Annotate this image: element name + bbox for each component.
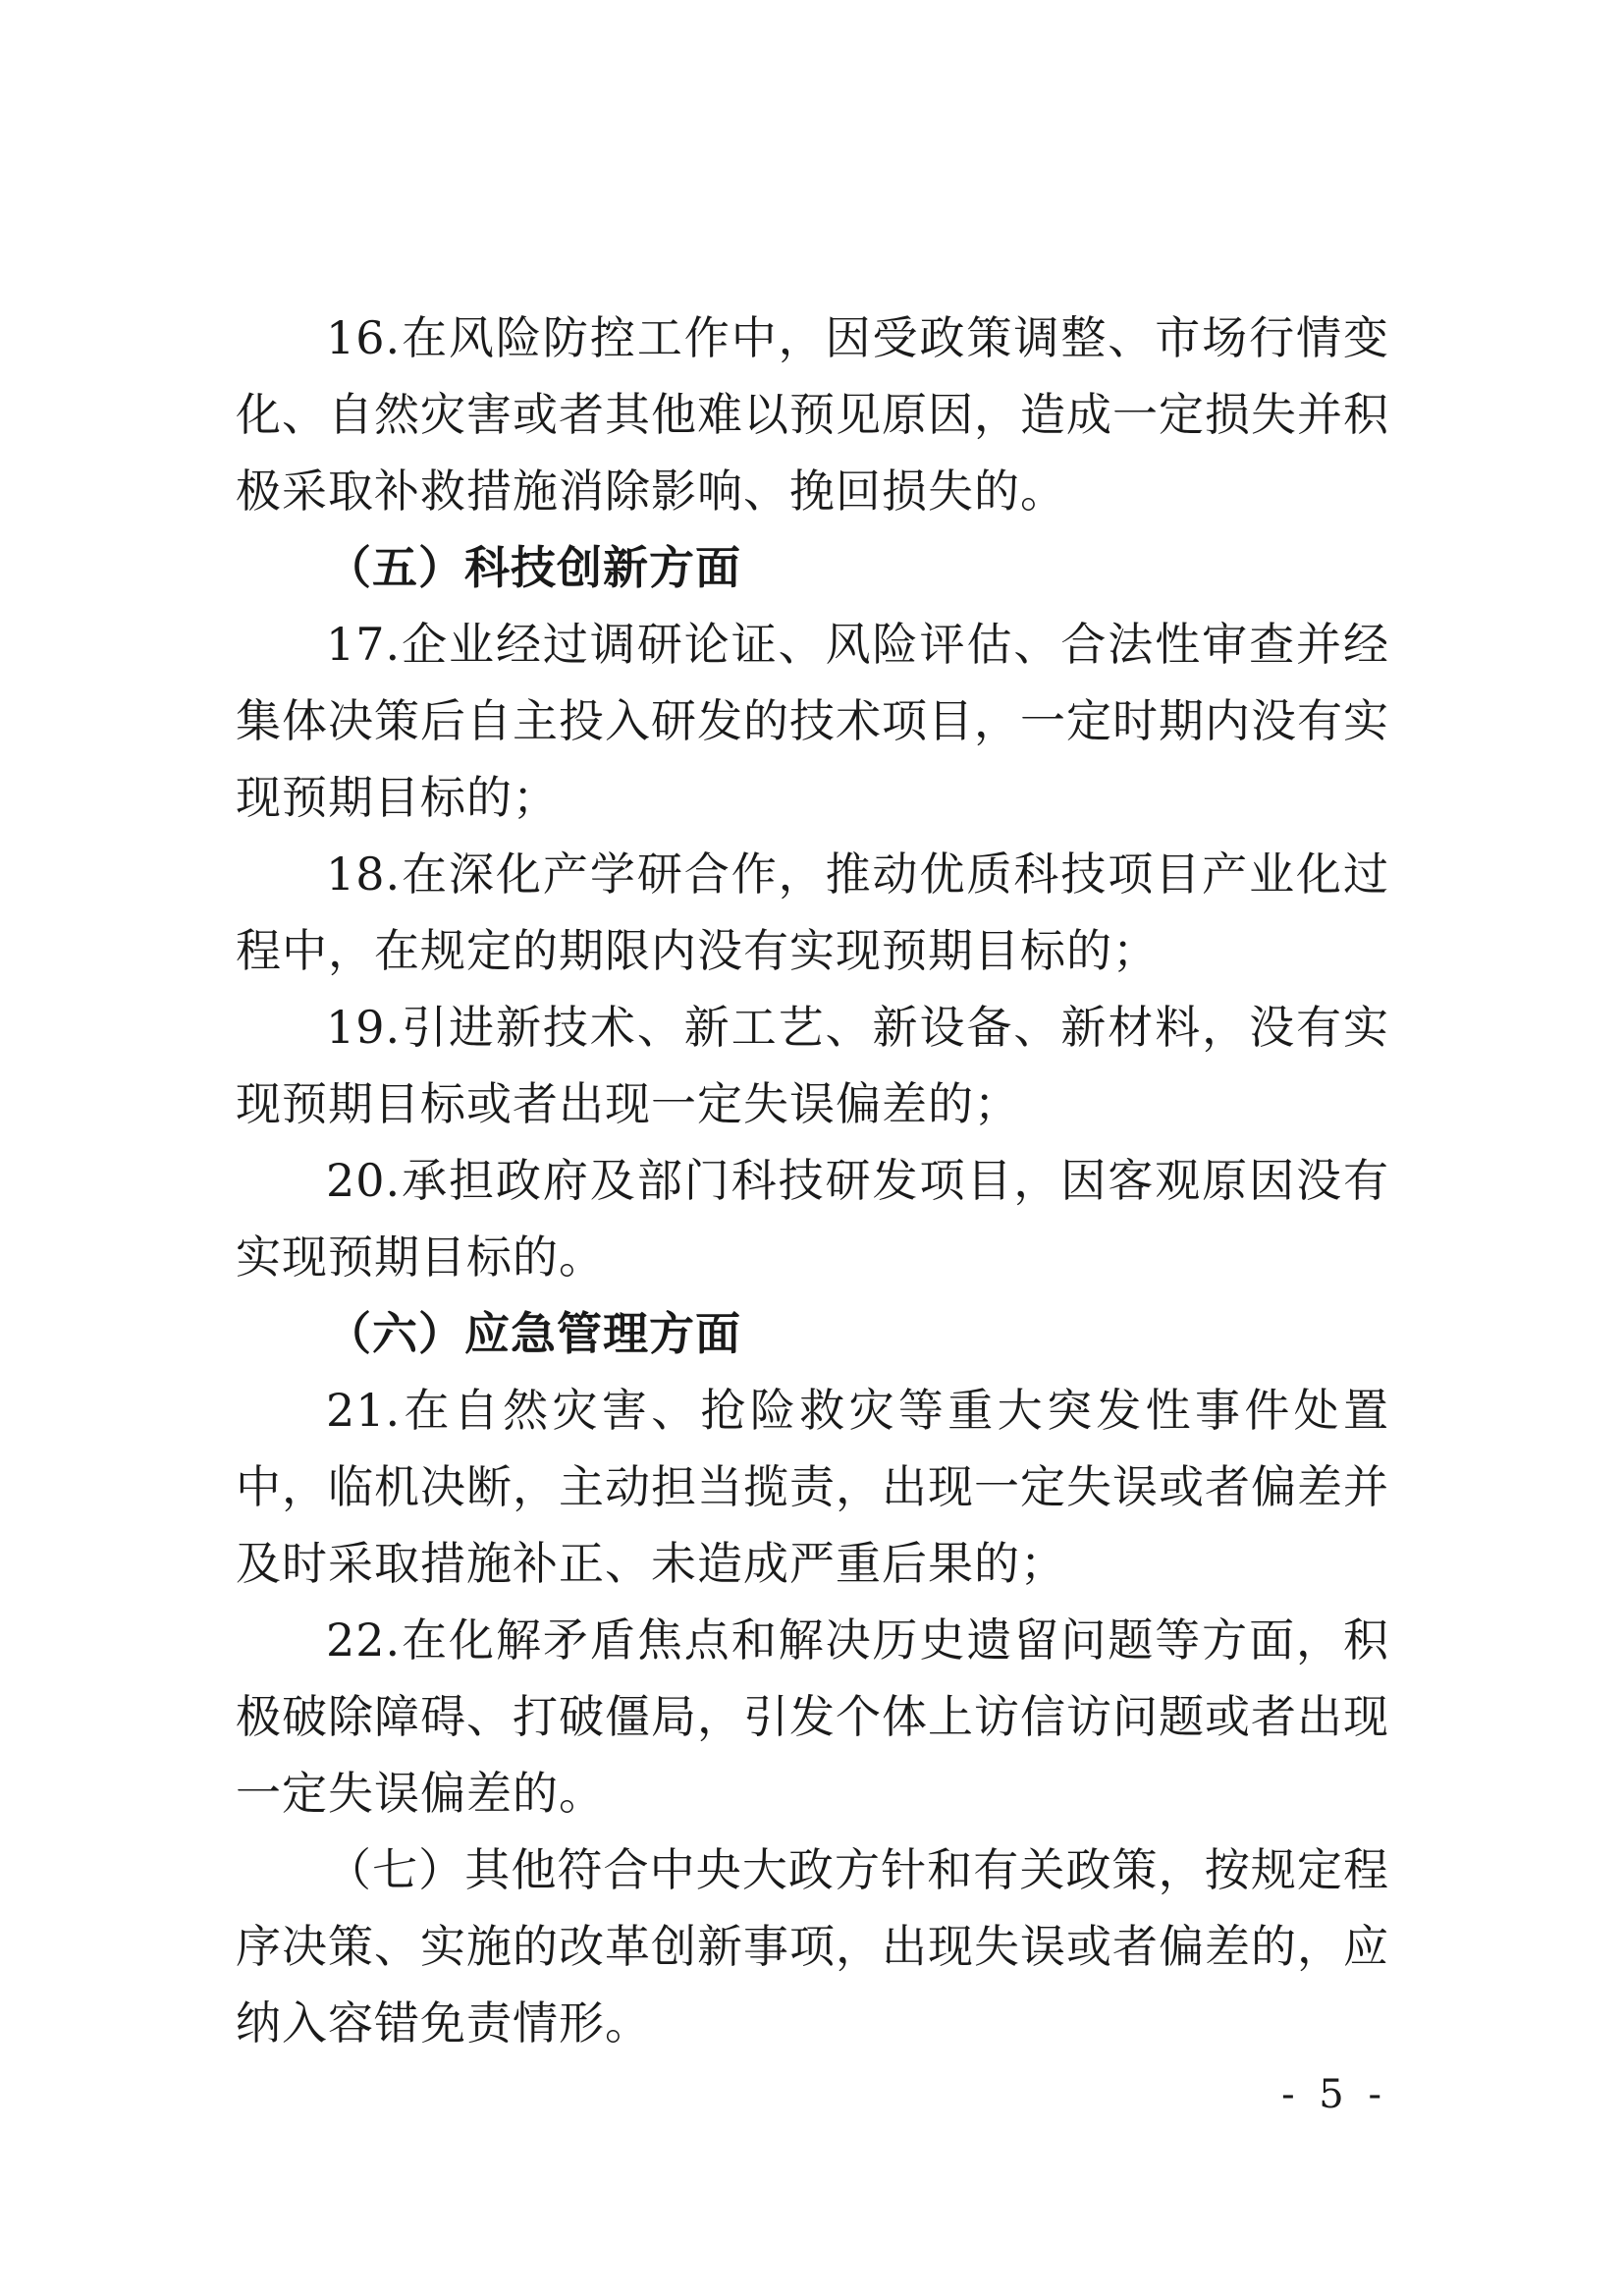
paragraph-22: 22.在化解矛盾焦点和解决历史遗留问题等方面，积极破除障碍、打破僵局，引发个体上访信访问题或者出现一定失误偏差的。	[236, 1613, 1389, 1820]
section-heading-emergency-management: （六）应急管理方面	[326, 1307, 741, 1360]
paragraph-21: 21.在自然灾害、抢险救灾等重大突发性事件处置中，临机决断，主动担当揽责，出现一定失误或者偏差并及时采取措施补正、未造成严重后果的；	[236, 1384, 1389, 1590]
paragraph-17: 17.企业经过调研论证、风险评估、合法性审查并经集体决策后自主投入研发的技术项目，一定时期内没有实现预期目标的；	[236, 618, 1389, 824]
paragraph-20: 20.承担政府及部门科技研发项目，因客观原因没有实现预期目标的。	[236, 1154, 1389, 1284]
page-number: - 5 -	[1281, 2072, 1387, 2117]
paragraph-18: 18.在深化产学研合作，推动优质科技项目产业化过程中，在规定的期限内没有实现预期目标的；	[236, 847, 1389, 977]
paragraph-16: 16.在风险防控工作中，因受政策调整、市场行情变化、自然灾害或者其他难以预见原因，造成一定损失并积极采取补救措施消除影响、挽回损失的。	[236, 311, 1389, 518]
paragraph-other-reform: （七）其他符合中央大政方针和有关政策，按规定程序决策、实施的改革创新事项，出现失误或者偏差的，应纳入容错免责情形。	[236, 1843, 1389, 2050]
document-body	[236, 300, 1389, 2061]
paragraph-19: 19.引进新技术、新工艺、新设备、新材料，没有实现预期目标或者出现一定失误偏差的；	[236, 1001, 1389, 1130]
section-heading-tech-innovation: （五）科技创新方面	[326, 541, 741, 594]
